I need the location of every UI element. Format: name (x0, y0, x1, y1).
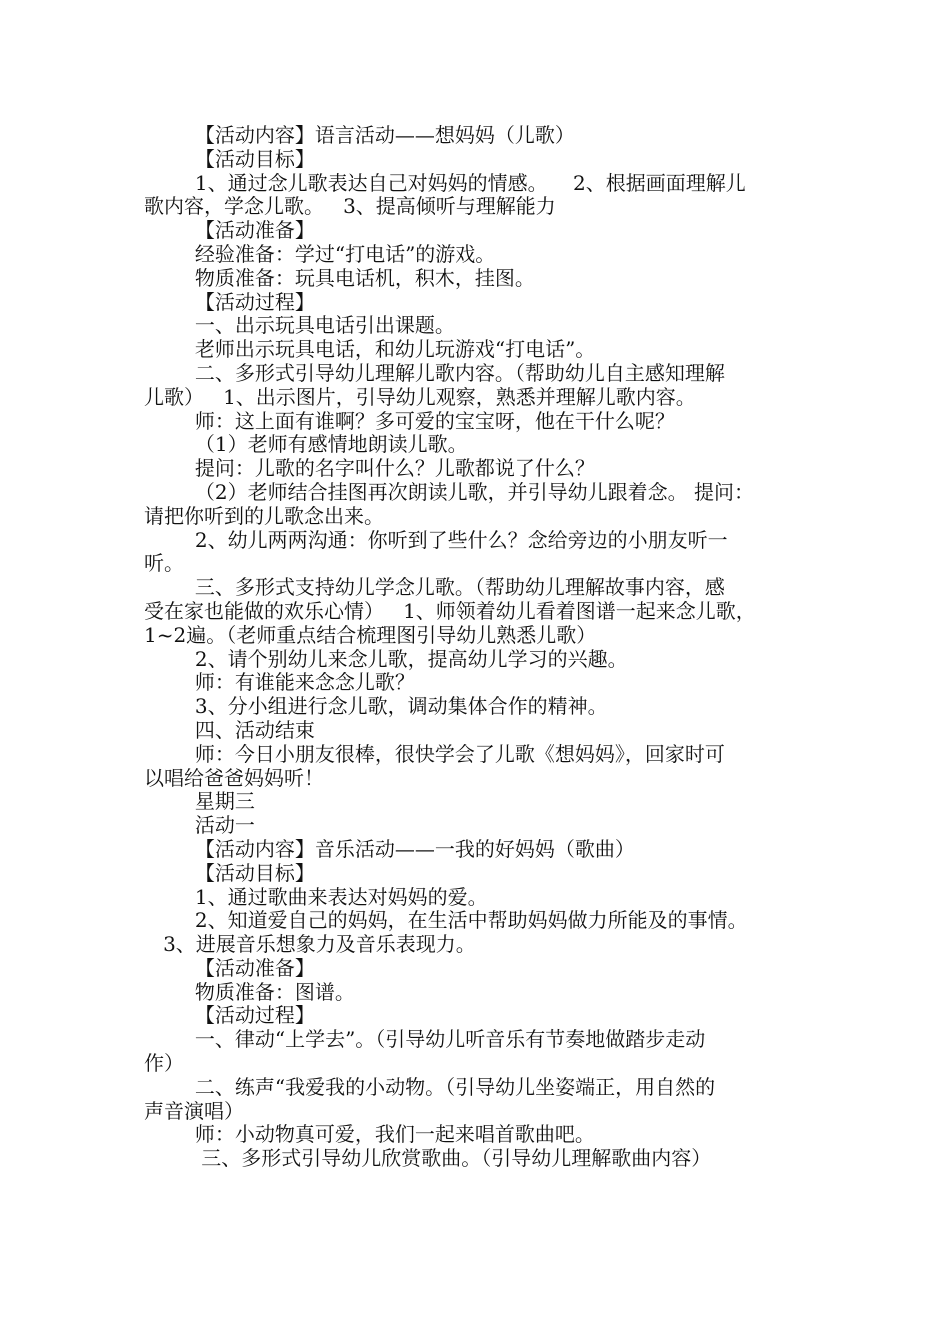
text-line: 师：小动物真可爱，我们一起来唱首歌曲吧。 (144, 1122, 595, 1147)
text-line: 作） (144, 1051, 184, 1076)
text-line: 声音演唱） (144, 1098, 244, 1123)
text-line: 1、通过歌曲来表达对妈妈的爱。 (144, 884, 488, 909)
text-line: 一、出示玩具电话引出课题。 (144, 313, 455, 338)
text-line: 受在家也能做的欢乐心情） 1、师领着幼儿看着图谱一起来念儿歌， (144, 598, 756, 623)
text-line: 物质准备：玩具电话机，积木，挂图。 (144, 265, 535, 290)
text-line: 老师出示玩具电话，和幼儿玩游戏“打电话”。 (144, 337, 596, 362)
text-line: 请把你听到的儿歌念出来。 (144, 503, 384, 528)
text-line: 1、通过念儿歌表达自己对妈妈的情感。 2、根据画面理解儿 (144, 170, 746, 195)
text-line: 二、练声“我爱我的小动物。（引导幼儿坐姿端正，用自然的 (144, 1074, 716, 1099)
text-line: 3、分小组进行念儿歌，调动集体合作的精神。 (144, 694, 608, 719)
text-line: 活动一 (144, 813, 255, 838)
text-line: 2、知道爱自己的妈妈，在生活中帮助妈妈做力所能及的事情。 (144, 908, 748, 933)
text-line: 【活动目标】 (144, 146, 315, 171)
text-line: 三、多形式支持幼儿学念儿歌。（帮助幼儿理解故事内容，感 (144, 575, 725, 600)
text-line: （1）老师有感情地朗读儿歌。 (144, 432, 468, 457)
text-line: 儿歌） 1、出示图片，引导幼儿观察，熟悉并理解儿歌内容。 (144, 384, 696, 409)
text-line: 物质准备：图谱。 (144, 979, 355, 1004)
text-line: 【活动准备】 (144, 218, 315, 243)
text-line: （2）老师结合挂图再次朗读儿歌，并引导幼儿跟着念。 提问： (144, 479, 754, 504)
text-line: 星期三 (144, 789, 255, 814)
text-line: 一、律动“上学去”。（引导幼儿听音乐有节奏地做踏步走动 (144, 1027, 706, 1052)
text-line: 二、多形式引导幼儿理解儿歌内容。（帮助幼儿自主感知理解 (144, 360, 725, 385)
text-line: 2、请个别幼儿来念儿歌，提高幼儿学习的兴趣。 (144, 646, 628, 671)
text-line: 师：这上面有谁啊？多可爱的宝宝呀，他在干什么呢？ (144, 408, 675, 433)
text-line: 2、幼儿两两沟通：你听到了些什么？念给旁边的小朋友听一 (144, 527, 728, 552)
text-line: 三、多形式引导幼儿欣赏歌曲。（引导幼儿理解歌曲内容） (144, 1146, 712, 1171)
text-line: 以唱给爸爸妈妈听！ (144, 765, 324, 790)
text-line: 【活动目标】 (144, 860, 315, 885)
text-line: 【活动内容】语言活动——想妈妈（儿歌） (144, 123, 575, 147)
text-line: 师：有谁能来念念儿歌？ (144, 670, 415, 695)
text-line: 3、进展音乐想象力及音乐表现力。 (144, 932, 476, 957)
text-line: 师：今日小朋友很棒，很快学会了儿歌《想妈妈》，回家时可 (144, 741, 725, 766)
text-line: 歌内容，学念儿歌。 3、提高倾听与理解能力 (144, 194, 556, 219)
text-line: 【活动准备】 (144, 955, 315, 980)
text-line: 【活动过程】 (144, 1003, 315, 1028)
text-line: 【活动过程】 (144, 289, 315, 314)
text-line: 1~2遍。（老师重点结合梳理图引导幼儿熟悉儿歌） (144, 622, 597, 647)
text-line: 经验准备：学过“打电话”的游戏。 (144, 241, 496, 266)
document-body (144, 124, 816, 1171)
text-line: 四、活动结束 (144, 717, 315, 742)
text-line: 【活动内容】音乐活动——一我的好妈妈（歌曲） (144, 836, 635, 861)
text-line: 听。 (144, 551, 184, 576)
text-line: 提问：儿歌的名字叫什么？儿歌都说了什么？ (144, 456, 595, 481)
